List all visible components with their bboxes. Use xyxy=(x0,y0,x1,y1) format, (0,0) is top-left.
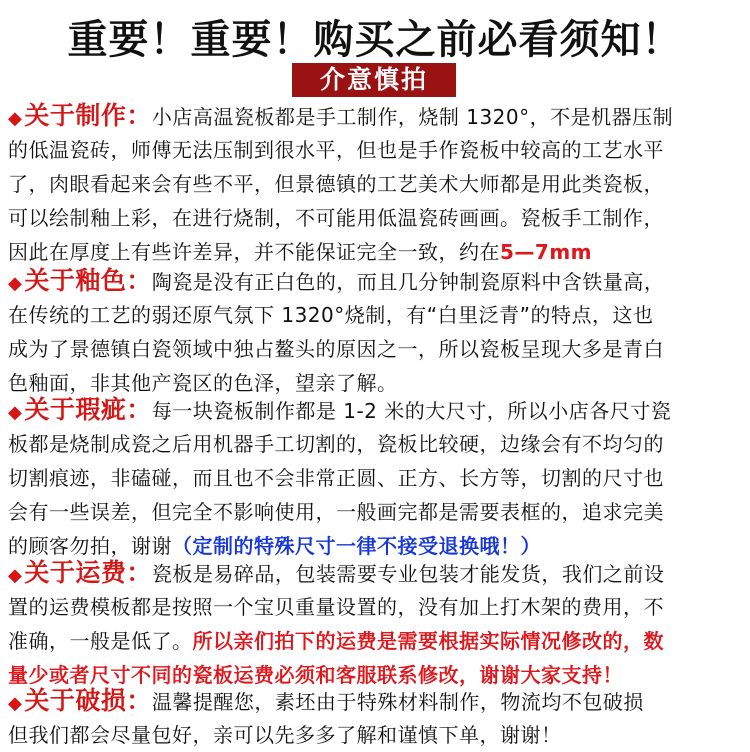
section-heading-line xyxy=(8,264,746,298)
diamond-bullet-icon: ◆ xyxy=(8,693,23,714)
custom-size-note: （定制的特殊尺寸一律不接受退换哦！） xyxy=(172,534,541,558)
caution-badge: 介意慎拍 xyxy=(292,63,456,97)
section-text: 陶瓷是没有正白色的，而且几分钟制瓷原料中含铁量高， xyxy=(151,270,665,294)
section-heading: 关于破损： xyxy=(24,686,152,715)
shipping-warning-text: 所以亲们拍下的运费是需要根据实际情况修改的，数 xyxy=(192,629,664,653)
section-text: 小店高温瓷板都是手工制作，烧制 1320°，不是机器压制 xyxy=(151,105,674,129)
section-text: 准确，一般是低了。 xyxy=(8,629,193,653)
section-text-line: 会有一些误差，但完全不影响使用，一般画完都是需要表框的，追求完美 xyxy=(8,500,664,524)
section-flaws xyxy=(8,393,746,563)
diamond-bullet-icon: ◆ xyxy=(8,108,23,129)
section-heading: 关于制作： xyxy=(24,101,152,130)
section-text-line: 成为了景德镇白瓷领域中独占鳌头的原因之一，所以瓷板呈现大多是青白 xyxy=(8,337,664,361)
section-text: 因此在厚度上有些许差异，并不能保证完全一致，约在 xyxy=(8,240,500,264)
section-damage xyxy=(8,684,746,752)
section-text: 瓷板是易碎品，包装需要专业包装才能发货，我们之前设 xyxy=(151,562,665,586)
section-glaze xyxy=(8,264,746,400)
section-text-line: 可以绘制釉上彩，在进行烧制，不可能用低温瓷砖画画。瓷板手工制作， xyxy=(8,206,664,230)
section-text-line: 切割痕迹，非磕碰，而且也不会非常正圆、正方、长方等，切割的尺寸也 xyxy=(8,466,664,490)
section-production xyxy=(8,99,746,269)
section-heading: 关于釉色： xyxy=(24,266,152,295)
section-heading-line xyxy=(8,393,746,427)
section-text-line: 的低温瓷砖，师傅无法压制到很水平，但也是手作瓷板中较高的工艺水平 xyxy=(8,138,664,162)
page-title: 重要！重要！购买之前必看须知！ xyxy=(67,17,683,63)
section-heading: 关于瑕疵： xyxy=(24,395,152,424)
section-heading-line xyxy=(8,684,746,718)
section-text: 温馨提醒您，素坯由于特殊材料制作，物流均不包破损 xyxy=(151,690,644,714)
section-text: 每一块瓷板制作都是 1-2 米的大尺寸，所以小店各尺寸瓷 xyxy=(151,399,672,423)
section-heading-line xyxy=(8,99,746,133)
thickness-highlight: 5—7mm xyxy=(500,240,593,264)
diamond-bullet-icon: ◆ xyxy=(8,402,23,423)
section-text-line: 但我们都会尽量包好，亲可以先多多了解和谨慎下单，谢谢！ xyxy=(8,723,562,747)
section-heading: 关于运费： xyxy=(24,558,152,587)
section-text-line xyxy=(8,624,746,658)
section-text-line: 了，肉眼看起来会有些不平，但景德镇的工艺美术大师都是用此类瓷板， xyxy=(8,172,664,196)
shipping-warning-text: 量少或者尺寸不同的瓷板运费必须和客服联系修改，谢谢大家支持！ xyxy=(8,663,623,687)
section-text-line: 在传统的工艺的弱还原气氛下 1320°烧制，有“白里泛青”的特点，这也 xyxy=(8,303,654,327)
section-text-line: 置的运费模板都是按照一个宝贝重量设置的，没有加上打木架的费用，不 xyxy=(8,595,664,619)
section-text: 的顾客勿拍，谢谢 xyxy=(8,534,172,558)
section-text-line: 色釉面，非其他产瓷区的色泽，望亲了解。 xyxy=(8,371,398,395)
section-shipping xyxy=(8,556,746,692)
diamond-bullet-icon: ◆ xyxy=(8,273,23,294)
diamond-bullet-icon: ◆ xyxy=(8,565,23,586)
section-text-line: 板都是烧制成瓷之后用机器手工切割的，瓷板比较硬，边缘会有不均匀的 xyxy=(8,432,664,456)
section-heading-line xyxy=(8,556,746,590)
